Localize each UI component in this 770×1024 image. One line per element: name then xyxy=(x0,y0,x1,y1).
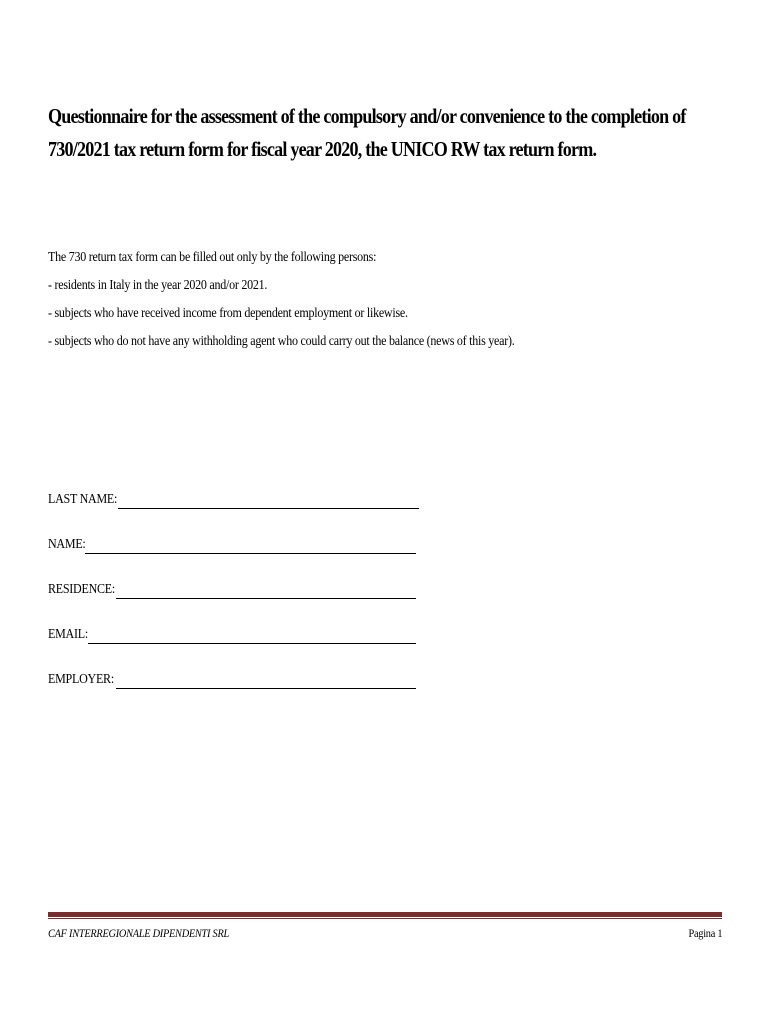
residence-field[interactable] xyxy=(48,578,448,623)
footer-rule-thin xyxy=(48,918,722,919)
employer-field[interactable] xyxy=(48,668,448,713)
intro-line: The 730 return tax form can be filled out only by the following persons: xyxy=(48,250,377,265)
name-input-line[interactable] xyxy=(85,553,416,554)
footer-rule xyxy=(48,912,722,917)
form-fields xyxy=(48,488,448,713)
last-name-input-line[interactable] xyxy=(118,508,419,509)
residence-label: RESIDENCE: xyxy=(48,582,115,597)
email-label: EMAIL: xyxy=(48,627,88,642)
name-label: NAME: xyxy=(48,537,86,552)
intro-line: - subjects who have received income from dependent employment or likewise. xyxy=(48,306,408,321)
intro-line: - residents in Italy in the year 2020 and/or 2021. xyxy=(48,278,268,293)
intro-line: - subjects who do not have any withholding agent who could carry out the balance (news of this year). xyxy=(48,334,515,349)
footer-company: CAF INTERREGIONALE DIPENDENTI SRL xyxy=(48,926,229,940)
email-input-line[interactable] xyxy=(88,643,416,644)
employer-label: EMPLOYER: xyxy=(48,672,114,687)
employer-input-line[interactable] xyxy=(116,688,416,689)
last-name-field[interactable] xyxy=(48,488,448,533)
residence-input-line[interactable] xyxy=(116,598,416,599)
page-number: Pagina 1 xyxy=(688,926,722,940)
last-name-label: LAST NAME: xyxy=(48,492,118,507)
email-field[interactable] xyxy=(48,623,448,668)
name-field[interactable] xyxy=(48,533,448,578)
document-title: Questionnaire for the assessment of the compulsory and/or convenience to the completion of 730/2021 tax return form for fiscal year 2020, the UNICO RW tax return form. xyxy=(48,104,686,161)
intro-text xyxy=(48,244,564,356)
